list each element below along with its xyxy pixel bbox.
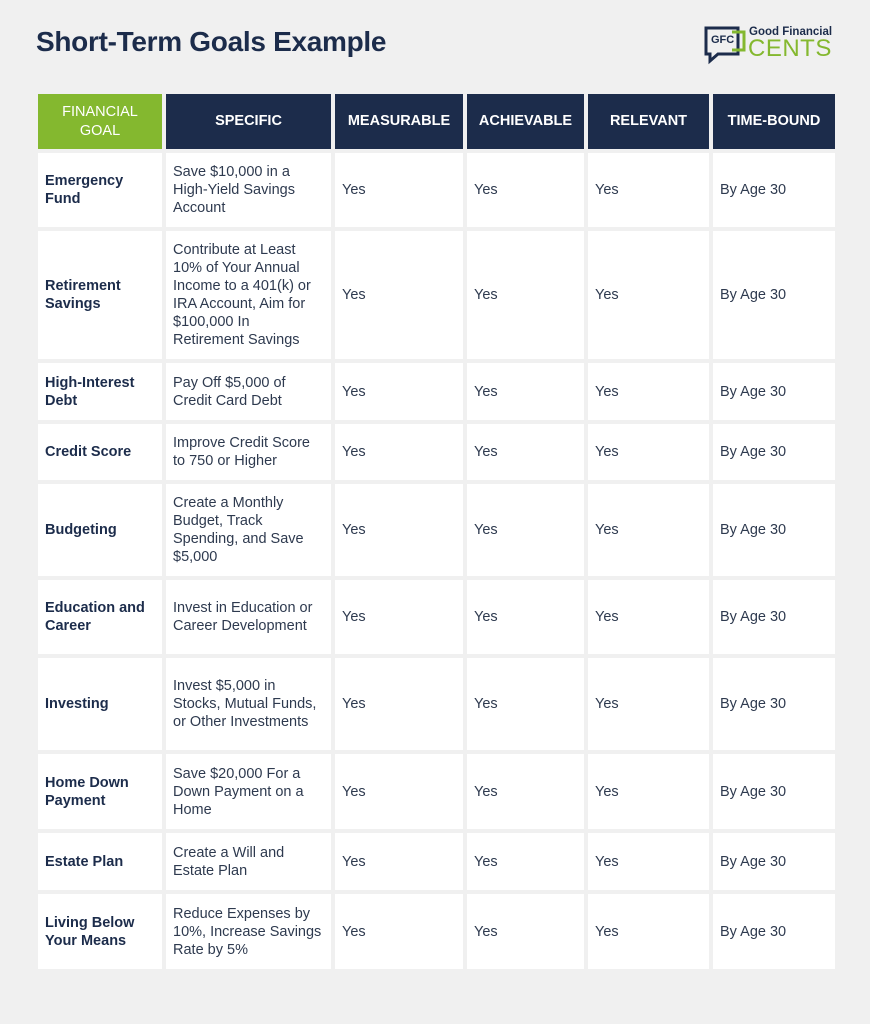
header-financial-goal: FINANCIAL GOAL	[38, 94, 162, 149]
relevant-cell: Yes	[588, 424, 709, 480]
specific-cell: Save $10,000 in a High-Yield Savings Account	[166, 153, 331, 227]
header-measurable: MEASURABLE	[335, 94, 463, 149]
measurable-cell: Yes	[335, 153, 463, 227]
achievable-cell: Yes	[467, 424, 584, 480]
measurable-cell: Yes	[335, 424, 463, 480]
page-title: Short-Term Goals Example	[36, 26, 387, 57]
table-row	[38, 153, 835, 227]
table-row	[38, 424, 835, 480]
specific-cell: Reduce Expenses by 10%, Increase Savings Rate by 5%	[166, 894, 331, 969]
measurable-cell: Yes	[335, 363, 463, 420]
goal-cell: Emergency Fund	[38, 153, 162, 227]
relevant-cell: Yes	[588, 153, 709, 227]
achievable-cell: Yes	[467, 894, 584, 969]
goal-cell: Education and Career	[38, 580, 162, 654]
time-bound-cell: By Age 30	[713, 484, 835, 576]
header-specific: SPECIFIC	[166, 94, 331, 149]
table-header-row	[38, 94, 835, 149]
achievable-cell: Yes	[467, 754, 584, 829]
specific-cell: Invest in Education or Career Development	[166, 580, 331, 654]
header-achievable: ACHIEVABLE	[467, 94, 584, 149]
table-row	[38, 484, 835, 576]
time-bound-cell: By Age 30	[713, 894, 835, 969]
relevant-cell: Yes	[588, 894, 709, 969]
measurable-cell: Yes	[335, 894, 463, 969]
specific-cell: Create a Monthly Budget, Track Spending, and Save $5,000	[166, 484, 331, 576]
brand-logo[interactable]	[704, 24, 844, 66]
table-row	[38, 231, 835, 359]
specific-cell: Improve Credit Score to 750 or Higher	[166, 424, 331, 480]
table-row	[38, 363, 835, 420]
table-row	[38, 833, 835, 890]
goal-cell: Retirement Savings	[38, 231, 162, 359]
achievable-cell: Yes	[467, 153, 584, 227]
specific-cell: Contribute at Least 10% of Your Annual Income to a 401(k) or IRA Account, Aim for $100,000 In Retirement Savings	[166, 231, 331, 359]
relevant-cell: Yes	[588, 754, 709, 829]
measurable-cell: Yes	[335, 754, 463, 829]
achievable-cell: Yes	[467, 833, 584, 890]
goal-cell: Living Below Your Means	[38, 894, 162, 969]
goal-cell: Investing	[38, 658, 162, 750]
measurable-cell: Yes	[335, 658, 463, 750]
achievable-cell: Yes	[467, 231, 584, 359]
relevant-cell: Yes	[588, 658, 709, 750]
table-row	[38, 894, 835, 969]
achievable-cell: Yes	[467, 484, 584, 576]
logo-badge-text: GFC	[711, 34, 735, 46]
relevant-cell: Yes	[588, 580, 709, 654]
smart-goals-table	[34, 90, 839, 973]
header-relevant: RELEVANT	[588, 94, 709, 149]
goal-cell: Budgeting	[38, 484, 162, 576]
goal-cell: High-Interest Debt	[38, 363, 162, 420]
specific-cell: Save $20,000 For a Down Payment on a Home	[166, 754, 331, 829]
time-bound-cell: By Age 30	[713, 231, 835, 359]
time-bound-cell: By Age 30	[713, 833, 835, 890]
goal-cell: Estate Plan	[38, 833, 162, 890]
time-bound-cell: By Age 30	[713, 153, 835, 227]
table-row	[38, 580, 835, 654]
time-bound-cell: By Age 30	[713, 580, 835, 654]
achievable-cell: Yes	[467, 580, 584, 654]
logo-main-text: CENTS	[748, 35, 832, 62]
specific-cell: Invest $5,000 in Stocks, Mutual Funds, or Other Investments	[166, 658, 331, 750]
measurable-cell: Yes	[335, 833, 463, 890]
logo-top-text: Good Financial	[749, 26, 833, 38]
table-row	[38, 754, 835, 829]
measurable-cell: Yes	[335, 580, 463, 654]
achievable-cell: Yes	[467, 363, 584, 420]
relevant-cell: Yes	[588, 833, 709, 890]
time-bound-cell: By Age 30	[713, 424, 835, 480]
measurable-cell: Yes	[335, 231, 463, 359]
time-bound-cell: By Age 30	[713, 754, 835, 829]
time-bound-cell: By Age 30	[713, 363, 835, 420]
measurable-cell: Yes	[335, 484, 463, 576]
achievable-cell: Yes	[467, 658, 584, 750]
relevant-cell: Yes	[588, 484, 709, 576]
specific-cell: Pay Off $5,000 of Credit Card Debt	[166, 363, 331, 420]
time-bound-cell: By Age 30	[713, 658, 835, 750]
table-row	[38, 658, 835, 750]
goal-cell: Home Down Payment	[38, 754, 162, 829]
relevant-cell: Yes	[588, 231, 709, 359]
header-time-bound: TIME-BOUND	[713, 94, 835, 149]
relevant-cell: Yes	[588, 363, 709, 420]
specific-cell: Create a Will and Estate Plan	[166, 833, 331, 890]
goal-cell: Credit Score	[38, 424, 162, 480]
